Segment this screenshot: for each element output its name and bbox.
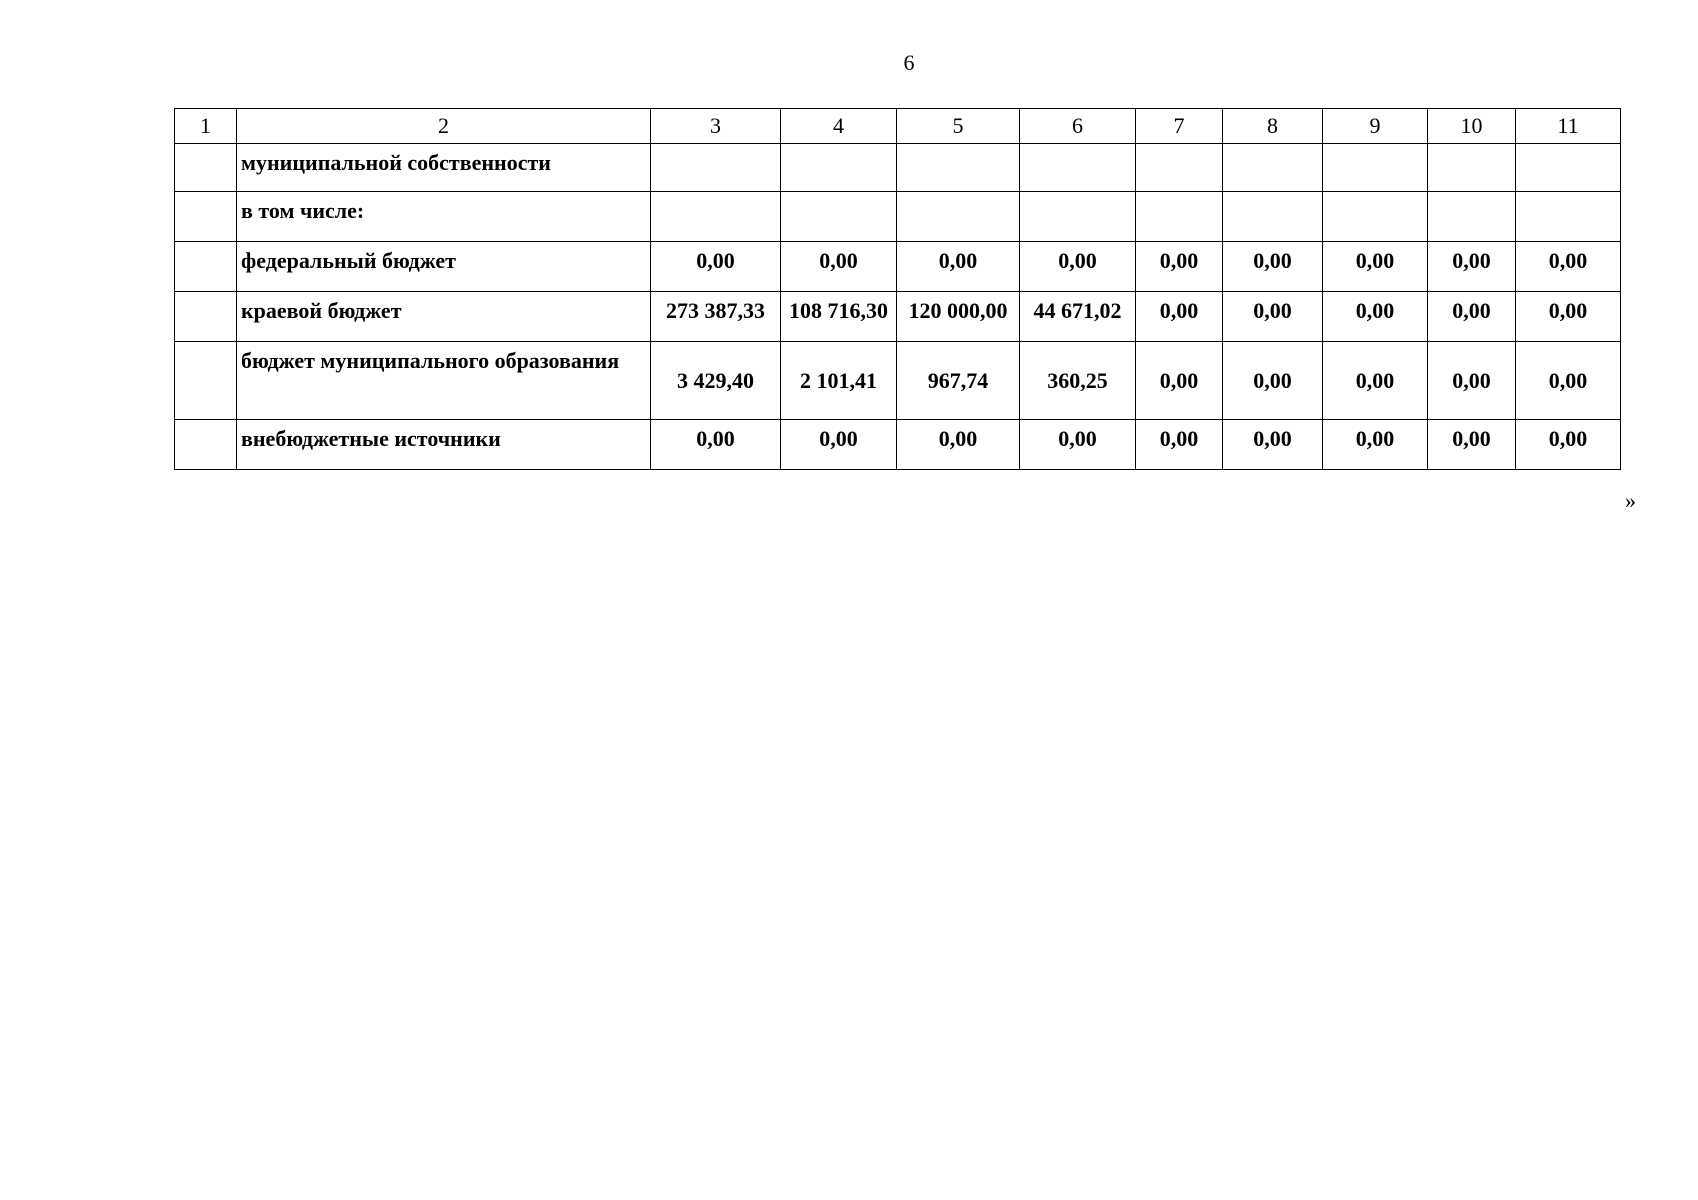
value-cell: 0,00 xyxy=(1428,242,1516,292)
value-cell: 2 101,41 xyxy=(781,342,897,420)
value-cell: 0,00 xyxy=(1223,292,1323,342)
row-label: в том числе: xyxy=(237,192,651,242)
value-cell: 0,00 xyxy=(1323,292,1428,342)
value-cell xyxy=(1223,144,1323,192)
value-cell: 0,00 xyxy=(1516,242,1621,292)
value-cell xyxy=(1136,144,1223,192)
empty-cell xyxy=(175,144,237,192)
row-label: муниципальной собственности xyxy=(237,144,651,192)
value-cell: 0,00 xyxy=(1136,292,1223,342)
value-cell xyxy=(1428,144,1516,192)
page-number: 6 xyxy=(903,50,915,75)
value-cell: 120 000,00 xyxy=(897,292,1020,342)
value-cell: 0,00 xyxy=(1516,292,1621,342)
value-cell: 0,00 xyxy=(1323,242,1428,292)
column-number: 3 xyxy=(651,109,781,144)
value-cell xyxy=(1516,144,1621,192)
value-cell: 0,00 xyxy=(1428,420,1516,470)
table-row xyxy=(175,242,1621,292)
value-cell: 0,00 xyxy=(1136,420,1223,470)
row-label: федеральный бюджет xyxy=(237,242,651,292)
empty-cell xyxy=(175,342,237,420)
value-cell xyxy=(781,144,897,192)
value-cell: 0,00 xyxy=(897,242,1020,292)
value-cell xyxy=(651,144,781,192)
column-number: 1 xyxy=(175,109,237,144)
value-cell: 0,00 xyxy=(1136,242,1223,292)
value-cell xyxy=(1516,192,1621,242)
value-cell xyxy=(651,192,781,242)
value-cell xyxy=(1323,144,1428,192)
value-cell: 0,00 xyxy=(1223,420,1323,470)
value-cell xyxy=(1136,192,1223,242)
column-number: 9 xyxy=(1323,109,1428,144)
value-cell: 3 429,40 xyxy=(651,342,781,420)
table-row xyxy=(175,292,1621,342)
column-number: 2 xyxy=(237,109,651,144)
value-cell: 0,00 xyxy=(1020,420,1136,470)
row-label: краевой бюджет xyxy=(237,292,651,342)
row-label: бюджет муниципального образования xyxy=(237,342,651,420)
table-header-row xyxy=(175,109,1621,144)
value-cell: 967,74 xyxy=(897,342,1020,420)
budget-table xyxy=(174,108,1621,470)
value-cell: 273 387,33 xyxy=(651,292,781,342)
value-cell: 0,00 xyxy=(781,242,897,292)
empty-cell xyxy=(175,292,237,342)
value-cell: 108 716,30 xyxy=(781,292,897,342)
value-cell xyxy=(897,192,1020,242)
empty-cell xyxy=(175,192,237,242)
value-cell xyxy=(1020,144,1136,192)
column-number: 7 xyxy=(1136,109,1223,144)
value-cell: 0,00 xyxy=(1020,242,1136,292)
table-row xyxy=(175,192,1621,242)
column-number: 4 xyxy=(781,109,897,144)
value-cell xyxy=(897,144,1020,192)
column-number: 8 xyxy=(1223,109,1323,144)
value-cell: 0,00 xyxy=(1323,420,1428,470)
value-cell: 44 671,02 xyxy=(1020,292,1136,342)
value-cell: 0,00 xyxy=(1223,342,1323,420)
value-cell: 0,00 xyxy=(897,420,1020,470)
value-cell xyxy=(1020,192,1136,242)
value-cell: 0,00 xyxy=(1516,342,1621,420)
column-number: 10 xyxy=(1428,109,1516,144)
empty-cell xyxy=(175,242,237,292)
column-number: 11 xyxy=(1516,109,1621,144)
column-number: 5 xyxy=(897,109,1020,144)
row-label: внебюджетные источники xyxy=(237,420,651,470)
value-cell xyxy=(1323,192,1428,242)
value-cell: 0,00 xyxy=(1516,420,1621,470)
value-cell xyxy=(1428,192,1516,242)
value-cell: 0,00 xyxy=(651,242,781,292)
closing-quote: » xyxy=(1625,488,1636,513)
table-row xyxy=(175,144,1621,192)
value-cell xyxy=(1223,192,1323,242)
table-row xyxy=(175,420,1621,470)
value-cell: 0,00 xyxy=(1428,292,1516,342)
value-cell: 0,00 xyxy=(1323,342,1428,420)
value-cell: 360,25 xyxy=(1020,342,1136,420)
empty-cell xyxy=(175,420,237,470)
value-cell xyxy=(781,192,897,242)
table-row xyxy=(175,342,1621,420)
value-cell: 0,00 xyxy=(1223,242,1323,292)
column-number: 6 xyxy=(1020,109,1136,144)
value-cell: 0,00 xyxy=(651,420,781,470)
value-cell: 0,00 xyxy=(1428,342,1516,420)
value-cell: 0,00 xyxy=(1136,342,1223,420)
value-cell: 0,00 xyxy=(781,420,897,470)
